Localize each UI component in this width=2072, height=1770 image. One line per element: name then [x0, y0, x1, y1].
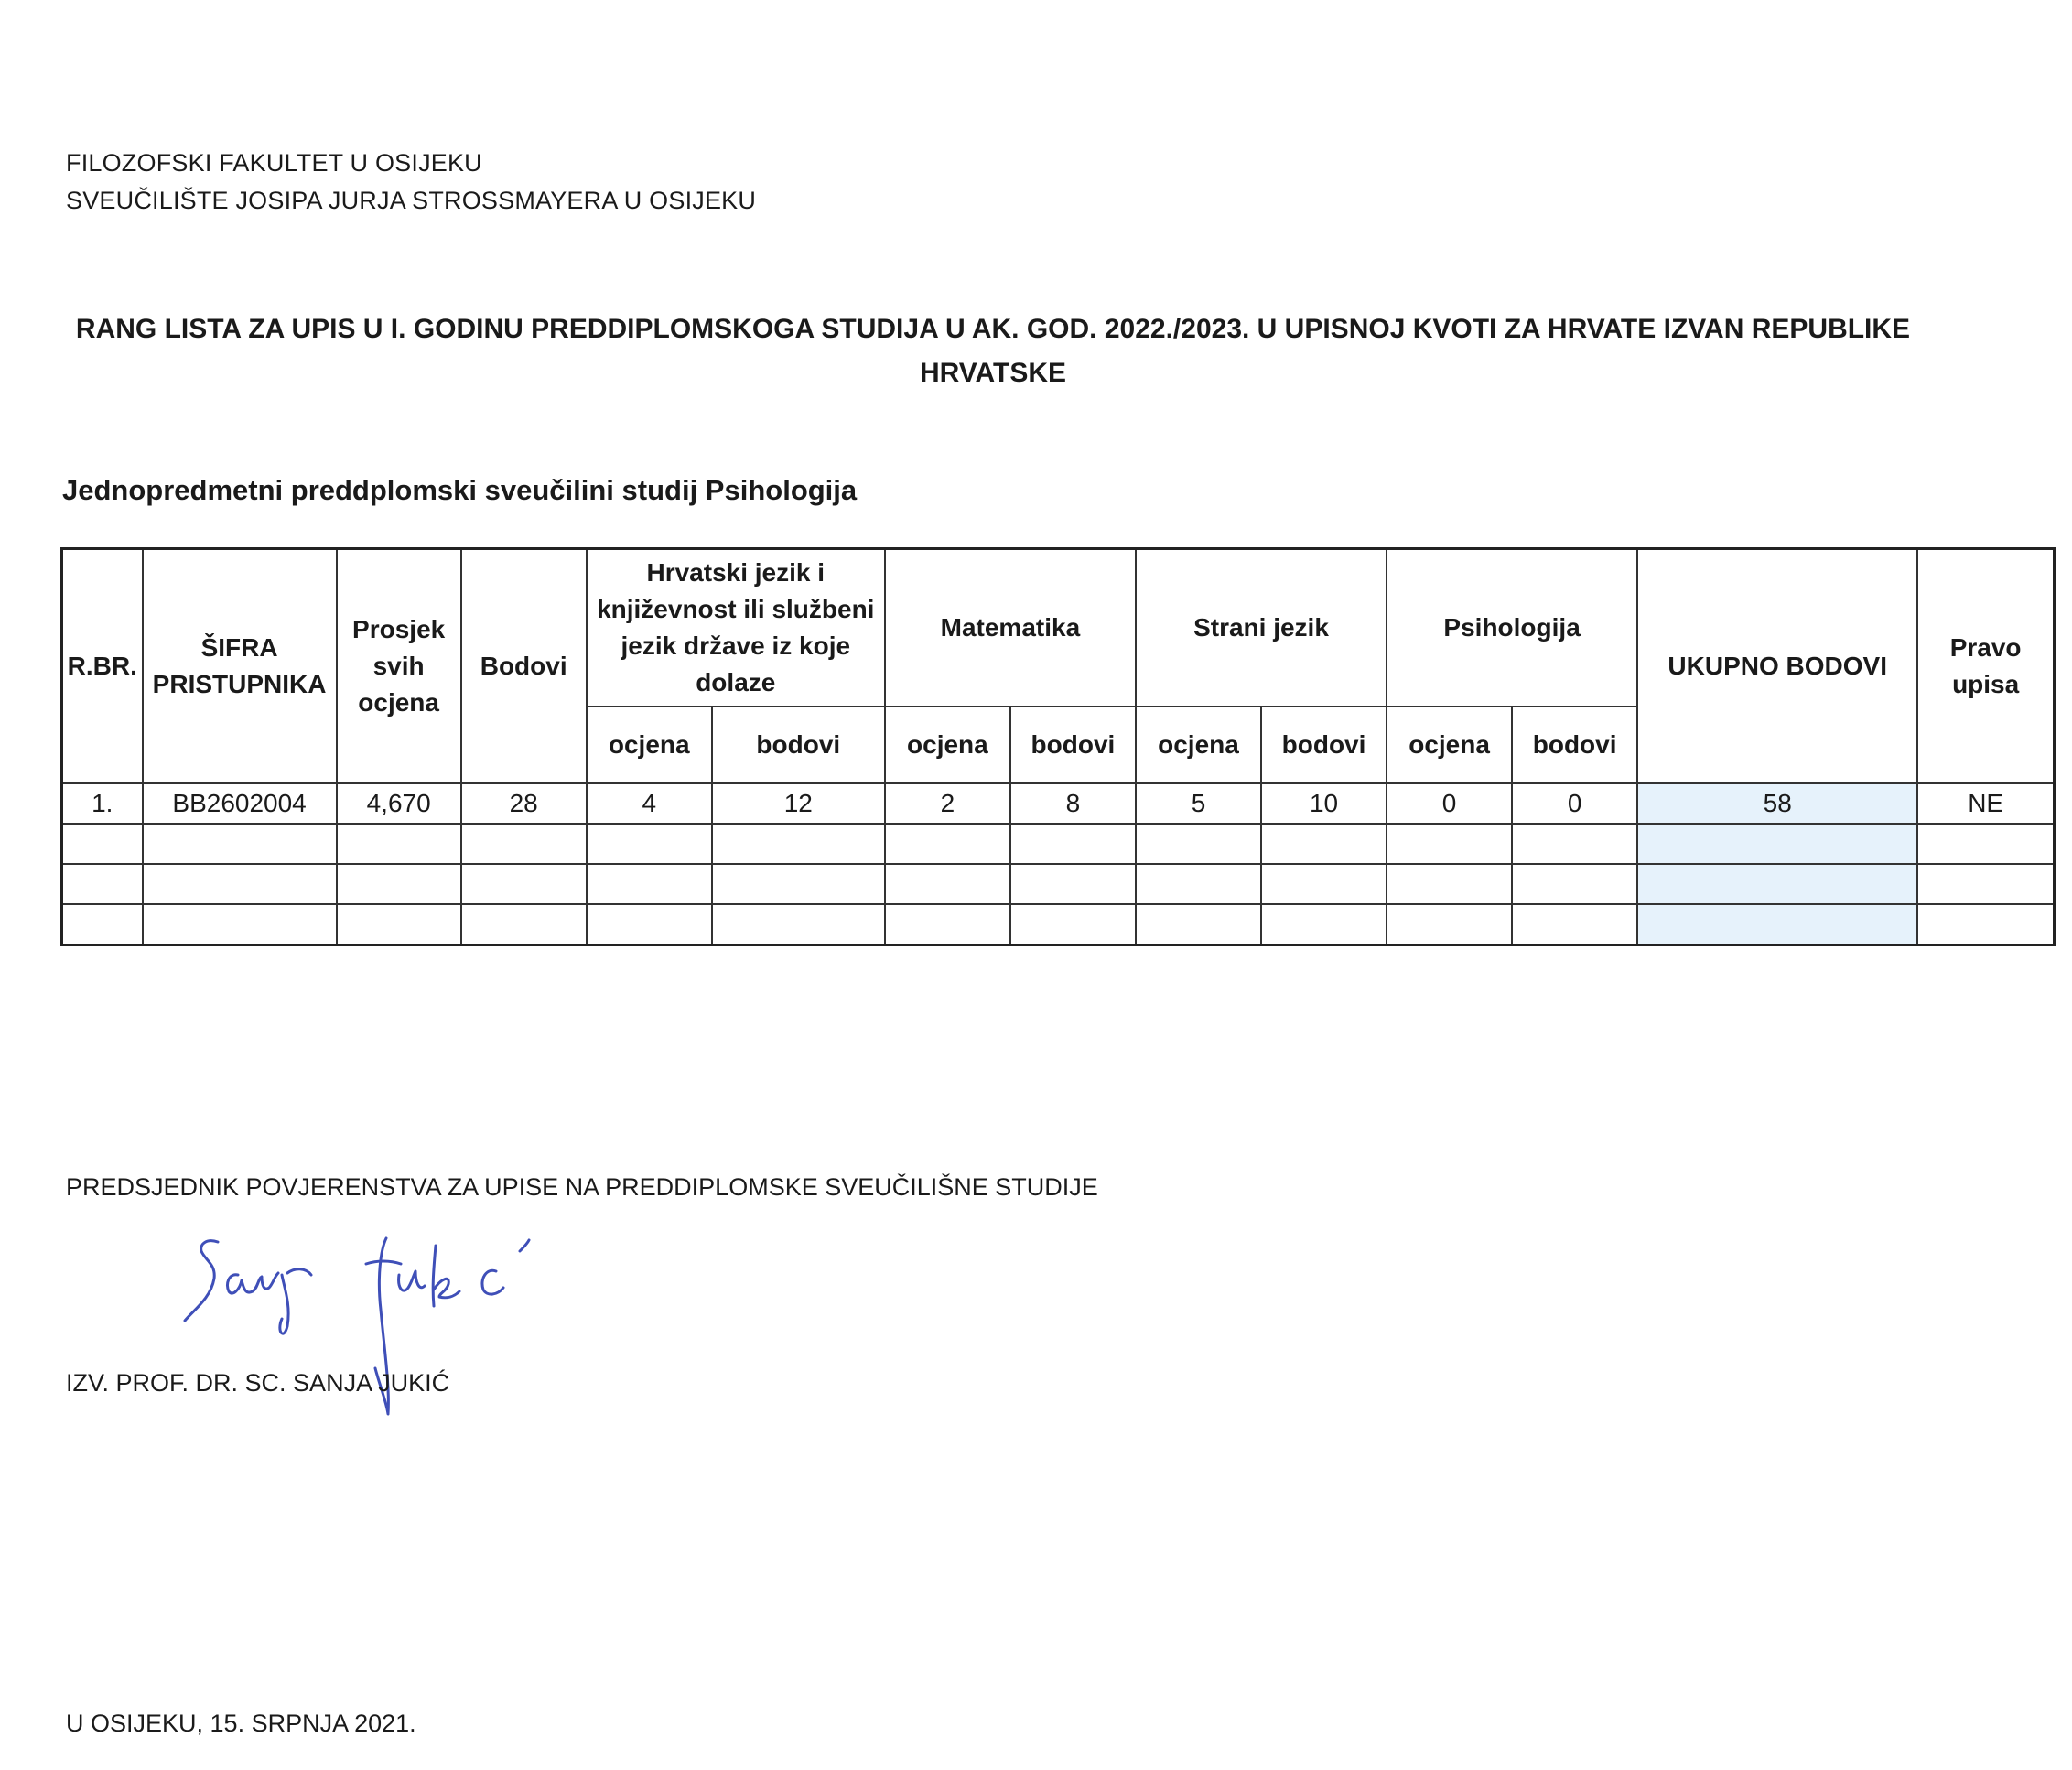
table-row — [62, 783, 2055, 824]
committee-chair-label: PREDSJEDNIK POVJERENSTVA ZA UPISE NA PREDDIPLOMSKE SVEUČILIŠNE STUDIJE — [66, 1173, 1098, 1201]
subcol-bodovi-matematika: bodovi — [1010, 707, 1136, 783]
cell-hrvatski-ocjena — [587, 904, 712, 945]
subcol-bodovi-strani: bodovi — [1261, 707, 1387, 783]
cell-prosjek — [337, 904, 461, 945]
place-and-date: U OSIJEKU, 15. SRPNJA 2021. — [66, 1710, 416, 1737]
col-strani-header: Strani jezik — [1136, 549, 1387, 707]
university-name: SVEUČILIŠTE JOSIPA JURJA STROSSMAYERA U OSIJEKU — [66, 187, 757, 214]
cell-hrvatski-bodovi — [712, 824, 885, 864]
cell-prosjek: 4,670 — [337, 783, 461, 824]
cell-ukupno — [1637, 864, 1917, 904]
subcol-ocjena-hrvatski: ocjena — [587, 707, 712, 783]
col-matematika-header: Matematika — [885, 549, 1136, 707]
cell-rbr: 1. — [62, 783, 143, 824]
document-title — [73, 308, 1913, 395]
cell-strani-ocjena: 5 — [1136, 783, 1261, 824]
cell-psihologija-bodovi: 0 — [1512, 783, 1637, 824]
signer-name: IZV. PROF. DR. SC. SANJA JUKIĆ — [66, 1369, 450, 1397]
cell-prosjek — [337, 864, 461, 904]
cell-matematika-ocjena — [885, 824, 1010, 864]
subcol-ocjena-strani: ocjena — [1136, 707, 1261, 783]
subcol-ocjena-psihologija: ocjena — [1387, 707, 1512, 783]
subcol-ocjena-matematika: ocjena — [885, 707, 1010, 783]
cell-sifra: BB2602004 — [143, 783, 337, 824]
cell-matematika-bodovi — [1010, 824, 1136, 864]
cell-pravo — [1917, 904, 2054, 945]
cell-hrvatski-bodovi: 12 — [712, 783, 885, 824]
cell-pravo — [1917, 864, 2054, 904]
cell-hrvatski-bodovi — [712, 904, 885, 945]
cell-matematika-bodovi: 8 — [1010, 783, 1136, 824]
cell-matematika-ocjena: 2 — [885, 783, 1010, 824]
cell-matematika-ocjena — [885, 904, 1010, 945]
cell-bodovi: 28 — [461, 783, 587, 824]
col-hrvatski-header: Hrvatski jezik i književnost ili službeni jezik države iz koje dolaze — [587, 549, 885, 707]
cell-matematika-bodovi — [1010, 904, 1136, 945]
cell-psihologija-ocjena — [1387, 824, 1512, 864]
cell-strani-bodovi: 10 — [1261, 783, 1387, 824]
cell-psihologija-ocjena — [1387, 904, 1512, 945]
cell-hrvatski-ocjena — [587, 824, 712, 864]
table-row — [62, 864, 2055, 904]
cell-psihologija-ocjena — [1387, 864, 1512, 904]
program-name: Jednopredmetni preddplomski sveučilini studij Psihologija — [62, 474, 858, 506]
table-body — [62, 783, 2055, 945]
cell-rbr — [62, 904, 143, 945]
cell-matematika-ocjena — [885, 864, 1010, 904]
title-line-1: RANG LISTA ZA UPIS U I. GODINU PREDDIPLOMSKOGA STUDIJA U AK. GOD. 2022./2023. U UPISNOJ KVOTI ZA HRVATE IZVAN REPUBLIKE — [75, 314, 1911, 344]
cell-ukupno — [1637, 904, 1917, 945]
cell-bodovi — [461, 904, 587, 945]
subcol-bodovi-psihologija: bodovi — [1512, 707, 1637, 783]
cell-hrvatski-bodovi — [712, 864, 885, 904]
subcol-bodovi-hrvatski: bodovi — [712, 707, 885, 783]
cell-matematika-bodovi — [1010, 864, 1136, 904]
cell-strani-ocjena — [1136, 864, 1261, 904]
ranking-table — [60, 547, 2056, 946]
col-prosjek-header: Prosjek svih ocjena — [337, 549, 461, 783]
cell-psihologija-bodovi — [1512, 904, 1637, 945]
cell-rbr — [62, 864, 143, 904]
col-pravo-header: Pravo upisa — [1917, 549, 2054, 783]
col-bodovi-header: Bodovi — [461, 549, 587, 783]
title-line-2: HRVATSKE — [919, 358, 1067, 388]
col-rbr-header: R.BR. — [62, 549, 143, 783]
cell-pravo: NE — [1917, 783, 2054, 824]
faculty-name: FILOZOFSKI FAKULTET U OSIJEKU — [66, 149, 482, 177]
cell-rbr — [62, 824, 143, 864]
col-sifra-header: ŠIFRA PRISTUPNIKA — [143, 549, 337, 783]
cell-strani-ocjena — [1136, 904, 1261, 945]
table-row — [62, 824, 2055, 864]
cell-strani-bodovi — [1261, 824, 1387, 864]
cell-psihologija-ocjena: 0 — [1387, 783, 1512, 824]
cell-sifra — [143, 864, 337, 904]
cell-pravo — [1917, 824, 2054, 864]
institution-header — [66, 145, 756, 220]
cell-strani-ocjena — [1136, 824, 1261, 864]
cell-sifra — [143, 824, 337, 864]
cell-strani-bodovi — [1261, 904, 1387, 945]
table-header — [62, 549, 2055, 783]
cell-hrvatski-ocjena — [587, 864, 712, 904]
cell-bodovi — [461, 824, 587, 864]
cell-ukupno — [1637, 824, 1917, 864]
cell-bodovi — [461, 864, 587, 904]
cell-psihologija-bodovi — [1512, 824, 1637, 864]
cell-strani-bodovi — [1261, 864, 1387, 904]
col-psihologija-header: Psihologija — [1387, 549, 1637, 707]
col-ukupno-header: UKUPNO BODOVI — [1637, 549, 1917, 783]
cell-psihologija-bodovi — [1512, 864, 1637, 904]
cell-hrvatski-ocjena: 4 — [587, 783, 712, 824]
table-row — [62, 904, 2055, 945]
cell-ukupno: 58 — [1637, 783, 1917, 824]
cell-prosjek — [337, 824, 461, 864]
cell-sifra — [143, 904, 337, 945]
